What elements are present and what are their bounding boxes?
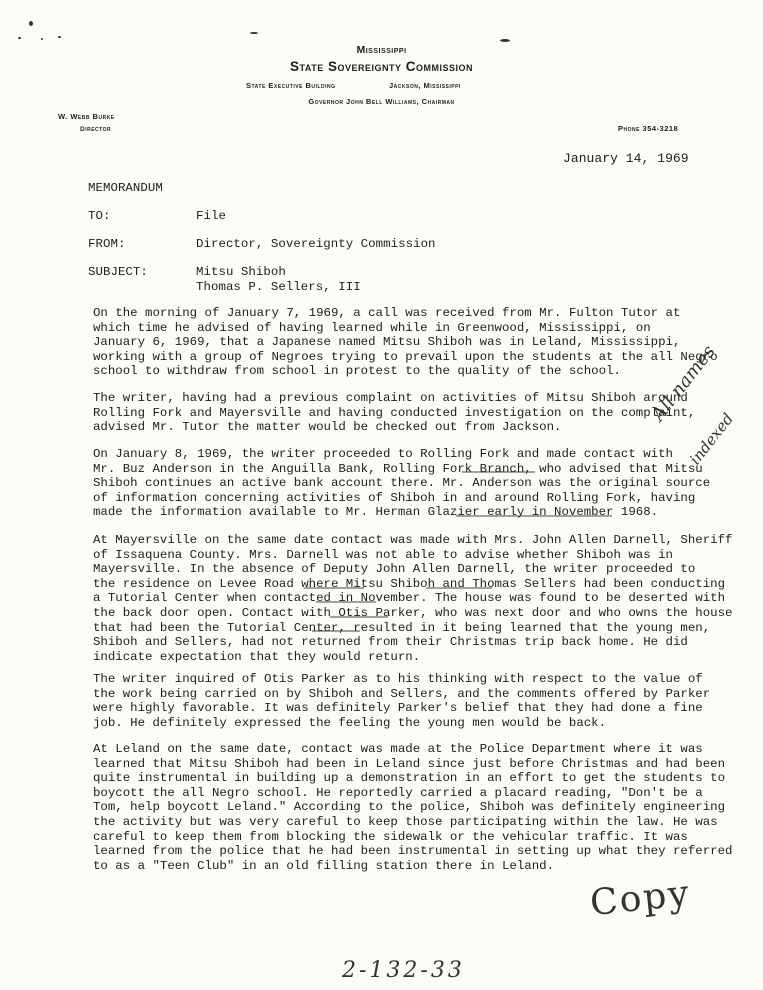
margin-note-line-2: indexed (686, 409, 738, 469)
letterhead-state: Mississippi (356, 44, 407, 56)
subject-line-1: Mitsu Shiboh (196, 265, 286, 279)
body-line: which time he advised of having learned while in Greenwood, Mississippi, on (93, 320, 651, 335)
body-line: learned from the police that he had been instrumental in setting up what they referred (93, 844, 733, 859)
body-line: Mr. Buz Anderson in the Anguilla Bank, Rolling Fork Branch, who advised that Mitsu (93, 461, 703, 476)
from-value: Director, Sovereignty Commission (196, 237, 436, 251)
body-line: of Issaquena County. Mrs. Darnell was not able to advise whether Shiboh was in (93, 547, 673, 562)
body-line: quite instrumental in building up a demonstration in an effort to get the students to (93, 771, 726, 786)
body-line: boycott the all Negro school. He reportedly carried a placard reading, "Don't be a (93, 785, 703, 800)
body-line: of information concerning activities of Shiboh in and around Rolling Fork, having (93, 490, 696, 505)
body-line: school to withdraw from school in protest to the quality of the school. (93, 364, 621, 379)
body-line: working with a group of Negroes trying to prevail upon the students at the all Negro (93, 349, 718, 364)
subject-line-2: Thomas P. Sellers, III (196, 280, 361, 294)
body-line: careful to keep them from blocking the sidewalk or the vehicular traffic. It was (93, 829, 688, 844)
body-line: to as a "Teen Club" in an old filling station there in Leland. (93, 858, 555, 873)
body-line: the back door open. Contact with Otis Parker, who was next door and who owns the house (93, 605, 733, 620)
to-label: TO: (88, 209, 111, 223)
body-line: the work being carried on by Shiboh and Sellers, and the comments offered by Parker (93, 686, 711, 701)
from-label: FROM: (88, 237, 126, 251)
body-line: Mayersville. In the absence of Deputy John Allen Darnell, the writer proceeded to (93, 562, 696, 577)
body-line: indicate expectation that they would return. (93, 649, 421, 664)
letterhead-building: State Executive Building (246, 81, 336, 90)
body-line: Shiboh continues an active bank account there. Mr. Anderson was the original source (93, 476, 711, 491)
margin-note-line-1: All names (648, 341, 720, 425)
body-line: the residence on Levee Road where Mitsu Shiboh and Thomas Sellers had been conducting (93, 576, 726, 591)
body-line: Rolling Fork and Mayersville and having conducted investigation on the complaint, (93, 405, 696, 420)
body-line: On January 8, 1969, the writer proceeded to Rolling Fork and made contact with (93, 447, 673, 461)
letterhead-city: Jackson, Mississippi (389, 81, 461, 90)
body-line: The writer, having had a previous complaint on activities of Mitsu Shiboh around (93, 391, 688, 405)
body-line: learned that Mitsu Shiboh had been in Leland since just before Christmas and had been (93, 756, 726, 771)
letterhead-commission: State Sovereignty Commission (290, 59, 473, 74)
letterhead-governor: Governor John Bell Williams, Chairman (308, 97, 455, 106)
body-line: January 6, 1969, that a Japanese named Mitsu Shiboh was in Leland, Mississippi, (93, 335, 681, 350)
subject-label: SUBJECT: (88, 265, 148, 279)
body-line: On the morning of January 7, 1969, a call was received from Mr. Fulton Tutor at (93, 306, 681, 320)
body-line: advised Mr. Tutor the matter would be checked out from Jackson. (93, 420, 562, 435)
body-line: Shiboh and Sellers, had not returned from their Christmas trip back home. He did (93, 635, 688, 650)
copy-stamp: Copy (588, 872, 693, 925)
body-line: that had been the Tutorial Center, resulted in it being learned that the young men, (93, 620, 711, 635)
page-number: 2-132-33 (342, 958, 465, 983)
body-line: At Leland on the same date, contact was made at the Police Department where it was (93, 742, 703, 756)
memo-title: MEMORANDUM (88, 181, 163, 195)
body-line: Tom, help boycott Leland." According to the police, Shiboh was definitely engineering (93, 800, 726, 815)
body-line: job. He definitely expressed the feeling the young men would be back. (93, 715, 607, 730)
body-line: a Tutorial Center when contacted in November. The house was found to be deserted with (93, 591, 726, 606)
body-line: At Mayersville on the same date contact was made with Mrs. John Allen Darnell, Sheriff (93, 533, 733, 547)
memo-date: January 14, 1969 (563, 151, 689, 166)
phone-number: Phone 354-3218 (618, 124, 679, 133)
director-title: Director (80, 126, 112, 133)
body-line: the activity but was very careful to keep those participating within the law. He was (93, 814, 718, 829)
body-line: made the information available to Mr. Herman Glazier early in November 1968. (93, 505, 659, 520)
body-line: were highly favorable. It was definitely Parker's belief that they had done a fine (93, 701, 703, 716)
to-value: File (196, 209, 226, 223)
body-line: The writer inquired of Otis Parker as to his thinking with respect to the value of (93, 672, 703, 686)
director-name: W. Webb Burke (58, 112, 115, 121)
